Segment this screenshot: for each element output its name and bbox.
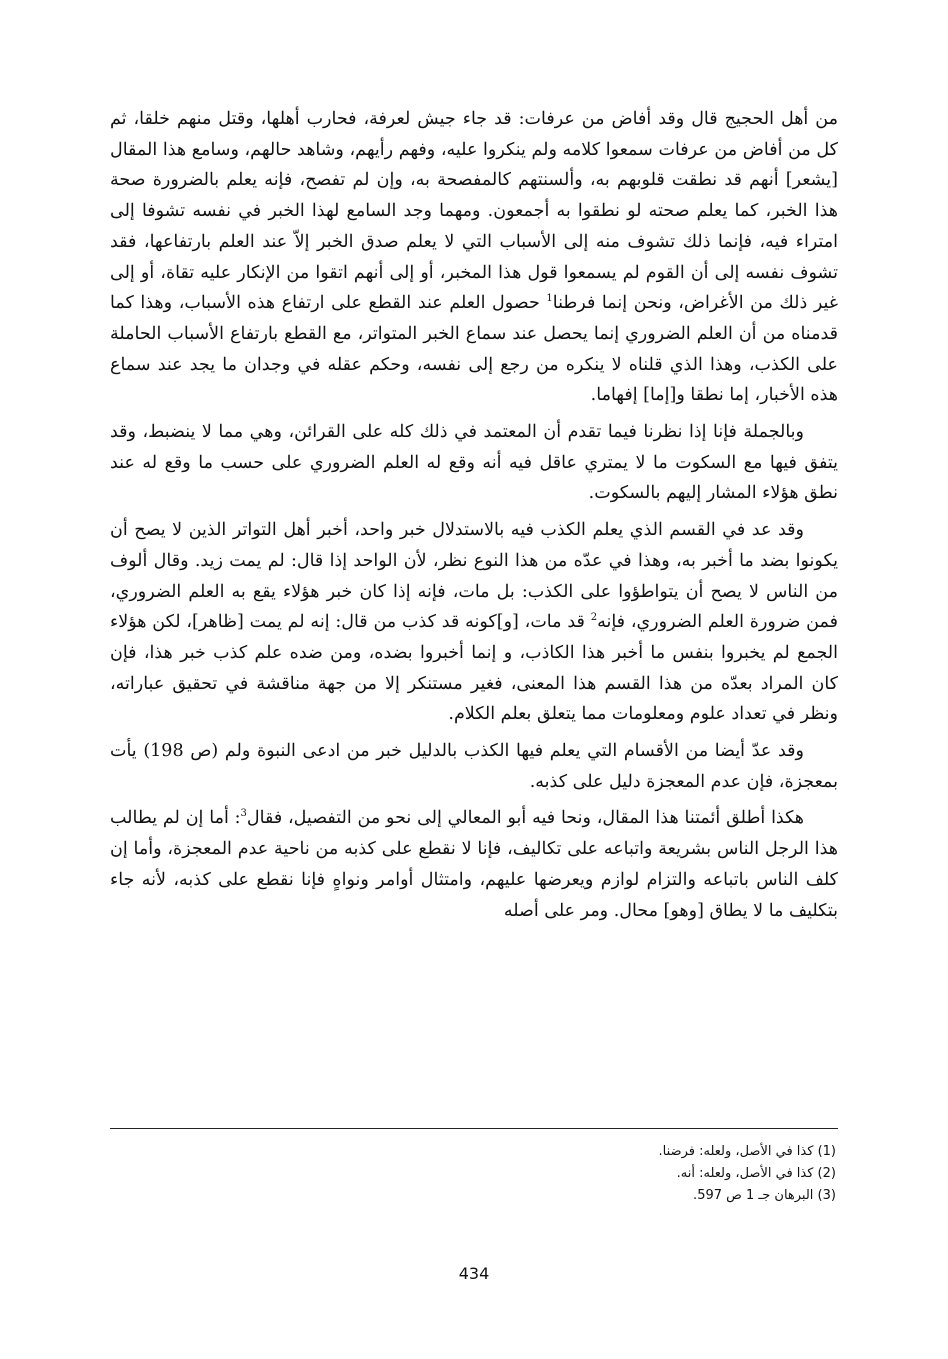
footnote-ref: 1 xyxy=(546,293,553,305)
footnote-ref: 2 xyxy=(590,612,598,624)
page-number: 434 xyxy=(458,1264,490,1283)
text-run: وقد عد في القسم الذي يعلم الكذب فيه بالاستدلال خبر واحد، أخبر أهل التواتر الذين لا يصح أن يكونوا بضد ما أخبر به، وهذا في عدّه من هذا النوع نظر، لأن الواحد إذا قال: لم يمت زيد. وقال ألوف من الناس لا يصح أن يتواطؤوا على الكذب: بل مات، فإنه إذا كان خبر هؤلاء يقع به العلم الضروري، فمن ضرورة العلم الضروري، فإنه xyxy=(110,520,838,633)
paragraph xyxy=(110,736,838,797)
footnote: (2) كذا في الأصل، ولعله: أنه. xyxy=(676,1166,836,1181)
main-text xyxy=(110,104,838,926)
text-run: وقد عدّ أيضا من الأقسام التي يعلم فيها الكذب بالدليل خبر من ادعى النبوة ولم xyxy=(224,741,804,762)
paragraph xyxy=(110,515,838,730)
paragraph: وبالجملة فإنا إذا نظرنا فيما تقدم أن المعتمد في ذلك كله على القرائن، وهي مما لا ينضبط، وقد يتفق فيها مع السكوت ما لا يمتري عاقل فيه أنه وقع له العلم الضروري على حسب ما وقع له عند نطق هؤلاء المشار إليهم بالسكوت. xyxy=(110,422,838,504)
footnote: (1) كذا في الأصل، ولعله: فرضنا. xyxy=(658,1144,836,1159)
text-run: من أهل الحجيج قال وقد أفاض من عرفات: قد جاء جيش لعرفة، فحارب أهلها، وقتل منهم خلقا، ثم كل من أفاض من عرفات سمعوا كلامه ولم ينكروا عليه، وفهم رأيهم، وشاهد حالهم، وسامع هذا المقال [يشعر] أنهم قد نطقت قلوبهم به، وألسنتهم كالمفصحة به، وإن لم تفصح، فإنه يعلم بالضرورة صحة هذا الخبر، كما يعلم صحته لو نطقوا به أجمعون. ومهما وجد السامع لهذا الخبر في نفسه تشوفا إلى امتراء فيه، فإنما ذلك تشوف منه إلى الأسباب التي لا يعلم صدق الخبر إلاّ عند العلم بارتفاعها، فقد تشوف نفسه إلى أن القوم لم يسمعوا قول هذا المخبر، أو إلى أنهم اتقوا من الإنكار عليه تقاة، أو إلى غير ذلك من الأغراض، ونحن إنما فرطنا xyxy=(110,109,838,314)
text-run: أما إن لم يطالب هذا الرجل الناس بشريعة واتباعه على تكاليف، فإنا لا نقطع على كذبه من ناحية عدم المعجزة، وأما إن كلف الناس باتباعه والتزام لوازم ويعرضها عليهم، وامتثال أوامر ونواهٍ فإنا نقطع على كذبه، لأنه جاء بتكليف ما لا يطاق [وهو] محال. ومر على أصله xyxy=(110,808,838,921)
text-run: هكذا أطلق أئمتنا هذا المقال، ونحا فيه أبو المعالي إلى نحو من التفصيل، فقال xyxy=(246,808,805,829)
text-run: قد مات، [و]كونه قد كذب من قال: إنه لم يمت [ظاهر]، لكن هؤلاء الجمع لم يخبروا بنفس ما أخبر هذا الكاذب، و إنما أخبروا بضده، ومن ضده علم كذب خبر هذا، فإن كان المراد بعدّه من هذا القسم هذا المعنى، فغير مستنكر إلا من جهة مناقشة في تحقيق عباراته، ونظر في تعداد علوم ومعلومات مما يتعلق بعلم الكلام. xyxy=(110,612,838,725)
footnote: (3) البرهان جـ 1 ص 597. xyxy=(693,1188,836,1203)
paragraph xyxy=(110,104,838,411)
text-run: حصول العلم عند القطع على ارتفاع هذه الأسباب، وهذا كما قدمناه من أن العلم الضروري إنما يحصل عند سماع الخبر المتواتر، مع القطع بارتفاع الأسباب الحاملة على الكذب، وهذا الذي قلناه لا ينكره من رجع إلى نفسه، وحكم عقله في وجدان ما يجد عند سماع هذه الأخبار، إما نطقا و[إما] إفهاما. xyxy=(110,293,838,406)
page-ref: (ص 198) xyxy=(143,741,219,762)
text-run: يأت بمعجزة، فإن عدم المعجزة دليل على كذبه. xyxy=(110,741,838,792)
footnotes xyxy=(110,1128,838,1207)
paragraph: هكذا أطلق أئمتنا هذا المقال، ونحا فيه أبو المعالي إلى نحو من التفصيل، فقال$^3$: أما إن لم يطالب هذا الرجل الناس بشريعة واتباعه على تكاليف، فإنا لا نقطع على كذبه من ناحية عدم المعجزة، وأما إن كلف الناس باتباعه والتزام لوازم ويعرضها عليهم، وامتثال أوامر ونواهٍ فإنا نقطع على كذبه، لأنه جاء بتكليف ما لا يطاق [وهو] محال. ومر على أصله xyxy=(110,808,838,921)
footnote-ref: 3 xyxy=(240,808,247,820)
